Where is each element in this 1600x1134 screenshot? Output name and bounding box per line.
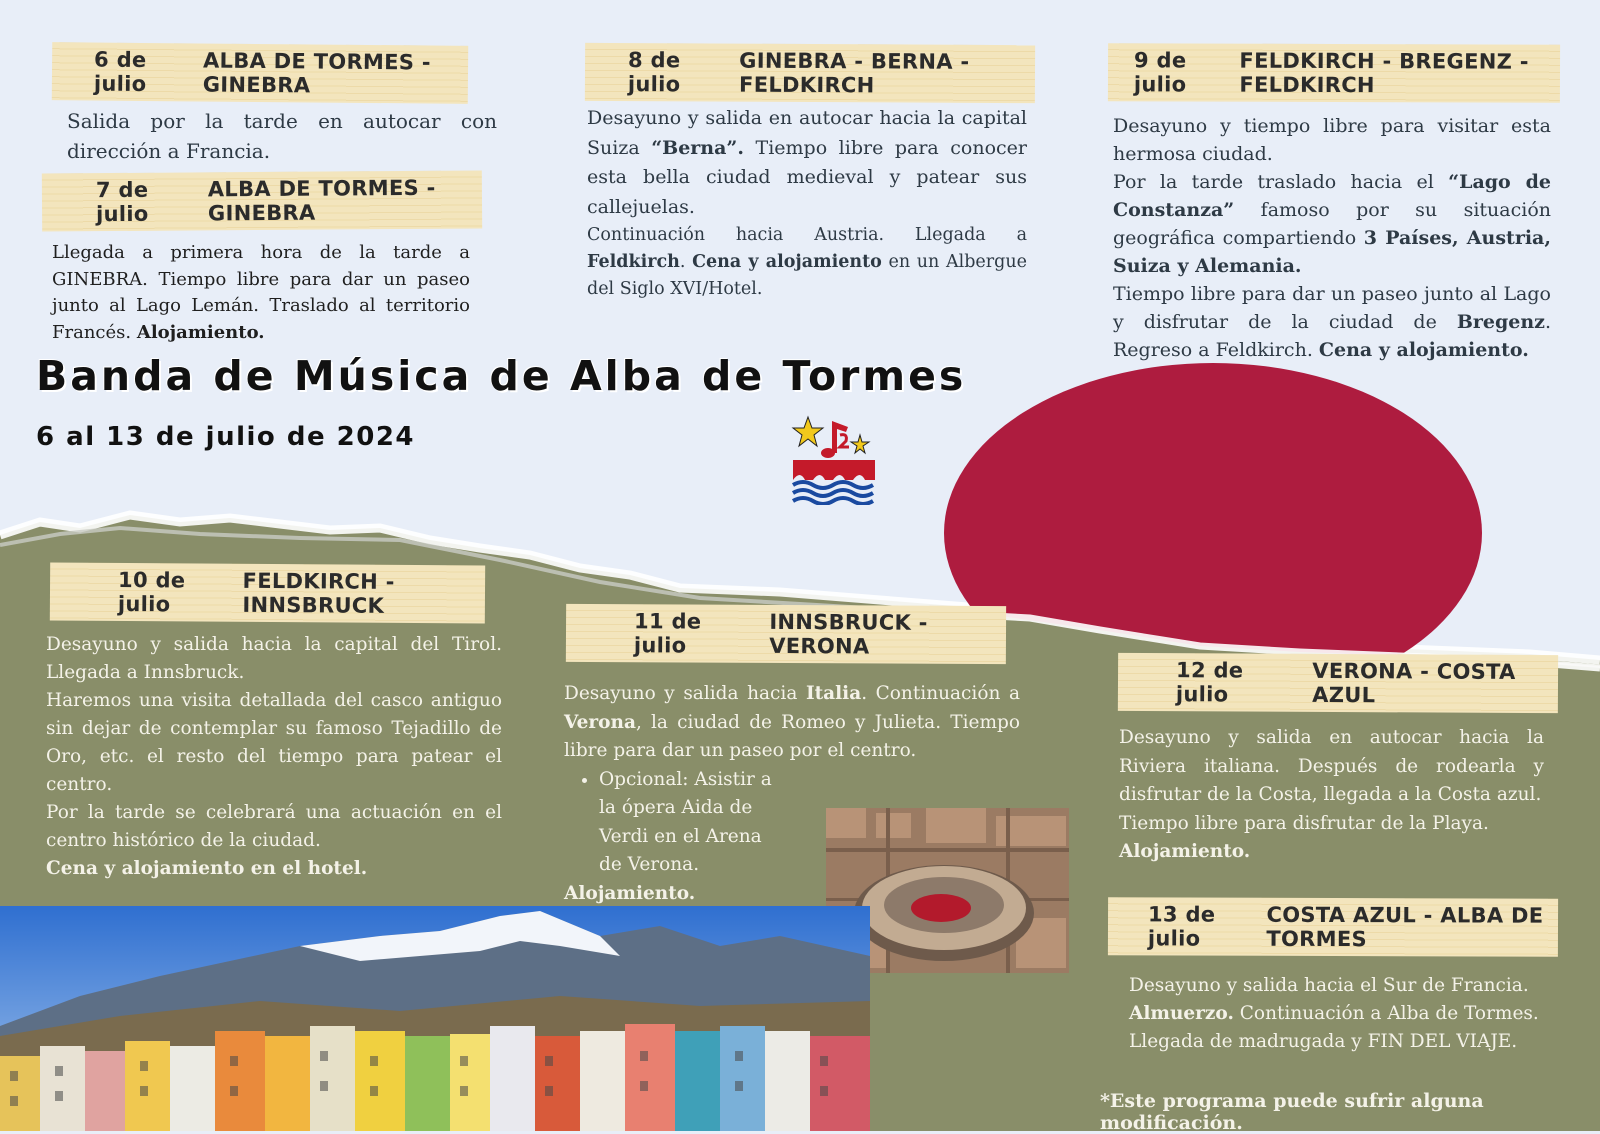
day-route: FELDKIRCH - BREGENZ - FELDKIRCH bbox=[1239, 48, 1529, 98]
day-date: 12 de julio bbox=[1175, 658, 1244, 707]
day-date: 7 de julio bbox=[95, 177, 149, 227]
band-logo-icon bbox=[790, 415, 880, 505]
innsbruck-photo bbox=[0, 906, 870, 1131]
day-6-header bbox=[52, 42, 468, 104]
day-11-header bbox=[566, 604, 1006, 664]
day-route: VERONA - COSTA AZUL bbox=[1312, 658, 1516, 708]
day-11-text: Desayuno y salida hacia Italia. Continuación a Verona, la ciudad de Romeo y Julieta. Tiempo libre para dar un paseo por el centro. • Opcional: Asistir a la ópera Aida de Verdi en el Arena de Verona. Alojamiento. bbox=[564, 680, 1020, 908]
day-route: ALBA DE TORMES - GINEBRA bbox=[207, 175, 436, 226]
day-date: 8 de julio bbox=[627, 48, 681, 97]
day-date: 9 de julio bbox=[1133, 48, 1187, 97]
day-13-header bbox=[1108, 897, 1558, 957]
day-date: 11 de julio bbox=[633, 609, 702, 658]
day-route: FELDKIRCH - INNSBRUCK bbox=[242, 568, 395, 618]
day-route: INNSBRUCK - VERONA bbox=[769, 609, 928, 659]
page-title: Banda de Música de Alba de Tormes bbox=[36, 352, 967, 400]
day-route: ALBA DE TORMES - GINEBRA bbox=[202, 48, 431, 98]
day-8-text: Desayuno y salida en autocar hacia la capital Suiza “Berna”. Tiempo libre para conocer esta bella ciudad medieval y patear sus callejuelas. Continuación hacia Austria. Llegada a Feldkirch. Cena y alojamiento en un Albergue del Siglo XVI/Hotel. bbox=[587, 107, 1028, 299]
day-7-text: Llegada a primera hora de la tarde a GINEBRA. Tiempo libre para dar un paseo junto al Lago Lemán. Traslado al territorio Francés. Alojamiento. bbox=[52, 242, 470, 343]
day-9-text: Desayuno y tiempo libre para visitar esta hermosa ciudad. Por la tarde traslado hacia el “Lago de Constanza” famoso por su situación geográfica compartiendo 3 Países, Austria, Suiza y Alemania. Tiempo libre para dar un paseo junto al Lago y disfrutar de la ciudad de Bregenz. Regreso a Feldkirch. Cena y alojamiento. bbox=[1113, 115, 1552, 361]
page-subtitle: 6 al 13 de julio de 2024 bbox=[36, 422, 416, 452]
day-10-header bbox=[50, 562, 485, 623]
disclaimer-note: *Este programa puede sufrir alguna modificación. bbox=[1100, 1090, 1484, 1134]
day-6-text: Salida por la tarde en autocar con dirección a Francia. bbox=[67, 109, 497, 163]
day-route: COSTA AZUL - ALBA DE TORMES bbox=[1266, 902, 1544, 952]
day-date: 6 de julio bbox=[93, 47, 147, 97]
list-item: • Opcional: Asistir a la ópera Aida de Verdi en el Arena de Verona. bbox=[599, 766, 1020, 880]
day-9-header bbox=[1108, 43, 1560, 103]
day-8-header bbox=[585, 43, 1035, 103]
day-date: 13 de julio bbox=[1147, 902, 1216, 951]
day-12-header bbox=[1118, 653, 1558, 713]
day-route: GINEBRA - BERNA - FELDKIRCH bbox=[739, 48, 970, 98]
day-13-text: Desayuno y salida hacia el Sur de Francia. Almuerzo. Continuación a Alba de Tormes. Llegada de madrugada y FIN DEL VIAJE. bbox=[1129, 975, 1539, 1052]
day-10-text: Desayuno y salida hacia la capital del Tirol. Llegada a Innsbruck. Haremos una visita detallada del casco antiguo sin dejar de contemplar su famoso Tejadillo de Oro, etc. el resto del tiempo para patear el centro. Por la tarde se celebrará una actuación en el centro histórico de la ciudad. Cena y alojamiento en el hotel. bbox=[46, 634, 502, 879]
day-7-header bbox=[42, 170, 482, 231]
day-12-text: Desayuno y salida en autocar hacia la Riviera italiana. Después de rodearla y disfrutar de la Costa, llegada a la Costa azul. Tiempo libre para disfrutar de la Playa. Alojamiento. bbox=[1119, 727, 1544, 862]
day-date: 10 de julio bbox=[117, 567, 186, 617]
